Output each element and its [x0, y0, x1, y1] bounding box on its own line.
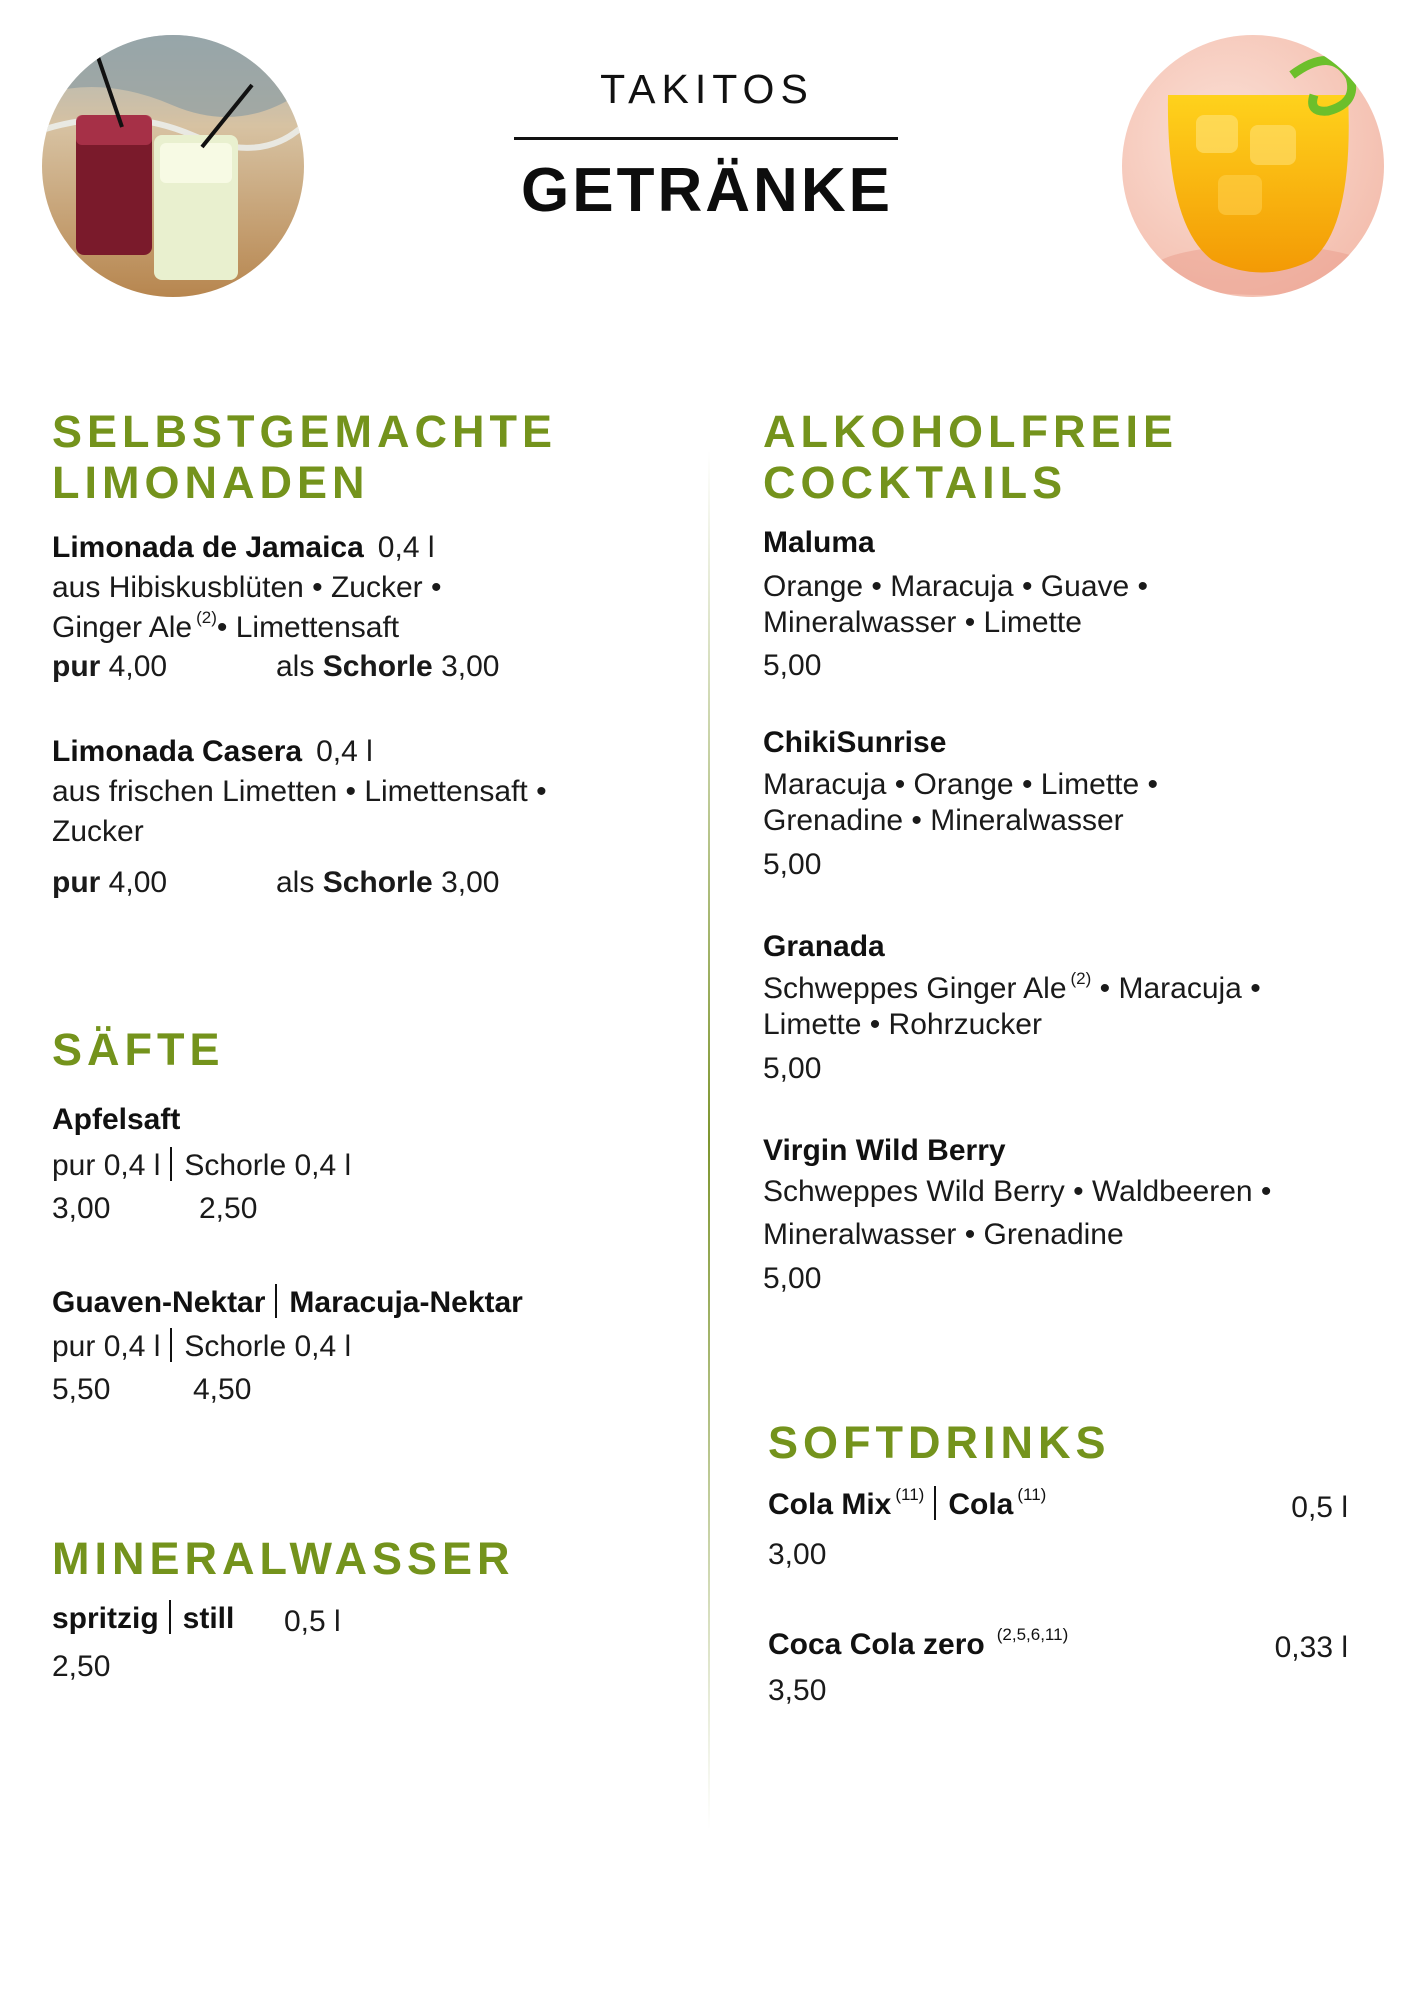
item-name-part: spritzig: [52, 1602, 159, 1635]
price: 2,50: [52, 1650, 111, 1683]
item-name-part: Cola: [948, 1488, 1014, 1521]
brand-name: TAKITOS: [600, 66, 814, 112]
footnote-ref: (2): [1070, 969, 1092, 988]
price: 4,00: [108, 650, 168, 683]
option: Schorle 0,4 l: [184, 1330, 352, 1363]
footnote-ref: (2,5,6,11): [996, 1625, 1069, 1644]
item-options: [52, 1147, 652, 1185]
footnote-ref: (11): [895, 1485, 925, 1504]
item-description: Limette • Rohrzucker: [763, 1008, 1042, 1041]
section-title-limonaden: SELBSTGEMACHTE LIMONADEN: [52, 406, 558, 508]
item-description: Mineralwasser • Grenadine: [763, 1218, 1124, 1251]
separator: [170, 1147, 172, 1181]
price: 5,00: [763, 1262, 822, 1295]
item-name: [768, 1486, 1228, 1528]
price: 5,50: [52, 1373, 111, 1406]
price: 4,00: [108, 866, 168, 899]
item-description: Zucker: [52, 815, 144, 848]
title-rule: [514, 137, 898, 140]
price: 5,00: [763, 1052, 822, 1085]
item-name: Virgin Wild Berry: [763, 1134, 1006, 1167]
item-volume: 0,33 l: [1274, 1631, 1348, 1664]
price: 3,00: [52, 1192, 111, 1225]
item-name: [768, 1626, 1228, 1668]
price: 2,50: [199, 1192, 258, 1225]
separator: [275, 1284, 277, 1318]
price: 5,00: [763, 649, 822, 682]
item-description: [52, 609, 652, 651]
item-name: Granada: [763, 930, 885, 963]
item-description: Orange • Maracuja • Guave •: [763, 570, 1149, 603]
desc-text: • Maracuja •: [1099, 972, 1261, 1005]
menu-item: [52, 529, 652, 567]
footnote-ref: (11): [1017, 1485, 1047, 1504]
item-name-part: Guaven-Nektar: [52, 1286, 266, 1319]
item-volume: 0,4 l: [316, 735, 373, 768]
section-title-cocktails: ALKOHOLFREIE COCKTAILS: [763, 406, 1178, 508]
menu-item: [52, 733, 652, 771]
item-description: Grenadine • Mineralwasser: [763, 804, 1124, 837]
item-volume: 0,4 l: [377, 531, 435, 564]
item-description: aus Hibiskusblüten • Zucker •: [52, 571, 442, 604]
option: pur 0,4 l: [52, 1330, 161, 1363]
separator: [170, 1328, 172, 1362]
item-name-part: still: [182, 1602, 235, 1635]
price-label: pur: [52, 650, 101, 683]
item-name-part: Coca Cola zero: [768, 1628, 985, 1661]
price-row-schorle: [276, 648, 596, 686]
price-prefix: als: [276, 650, 315, 683]
price: 3,00: [441, 650, 500, 683]
page-title: GETRÄNKE: [521, 156, 893, 225]
orange-drink-photo: [1122, 35, 1384, 297]
item-name: Apfelsaft: [52, 1103, 181, 1136]
item-name-part: Maracuja-Nektar: [289, 1286, 523, 1319]
item-volume: 0,5 l: [1291, 1491, 1348, 1524]
separator: [934, 1486, 936, 1520]
price-prefix: als: [276, 866, 315, 899]
item-name: Limonada de Jamaica: [52, 531, 364, 564]
item-name: ChikiSunrise: [763, 726, 947, 759]
price: 4,50: [193, 1373, 252, 1406]
option: Schorle 0,4 l: [184, 1149, 352, 1182]
item-description: aus frischen Limetten • Limettensaft •: [52, 775, 547, 808]
beach-drinks-photo: [42, 35, 304, 297]
separator: [169, 1600, 171, 1634]
item-name: Limonada Casera: [52, 735, 303, 768]
section-title-mineralwasser: MINERALWASSER: [52, 1533, 515, 1584]
item-options: [52, 1328, 652, 1366]
desc-text: Ginger Ale: [52, 611, 193, 644]
desc-text: Schweppes Ginger Ale: [763, 972, 1067, 1005]
section-title-softdrinks: SOFTDRINKS: [768, 1417, 1111, 1468]
price: 5,00: [763, 848, 822, 881]
item-description: Maracuja • Orange • Limette •: [763, 768, 1159, 801]
item-name-part: Cola Mix: [768, 1488, 892, 1521]
item-description: Mineralwasser • Limette: [763, 606, 1082, 639]
section-title-saefte: SÄFTE: [52, 1024, 225, 1075]
desc-text: • Limettensaft: [216, 611, 400, 644]
price: 3,00: [441, 866, 500, 899]
item-name: Maluma: [763, 526, 875, 559]
price: 3,50: [768, 1674, 827, 1707]
footnote-ref: (2): [196, 608, 217, 627]
price-row-schorle: [276, 864, 596, 902]
item-volume: 0,5 l: [284, 1605, 341, 1638]
price-label: Schorle: [322, 650, 433, 683]
price: 3,00: [768, 1538, 827, 1571]
item-name: [52, 1600, 652, 1638]
price-label: Schorle: [322, 866, 433, 899]
column-divider: [708, 450, 710, 1830]
option: pur 0,4 l: [52, 1149, 161, 1182]
item-description: Schweppes Wild Berry • Waldbeeren •: [763, 1175, 1272, 1208]
price-label: pur: [52, 866, 101, 899]
item-name: [52, 1284, 672, 1322]
